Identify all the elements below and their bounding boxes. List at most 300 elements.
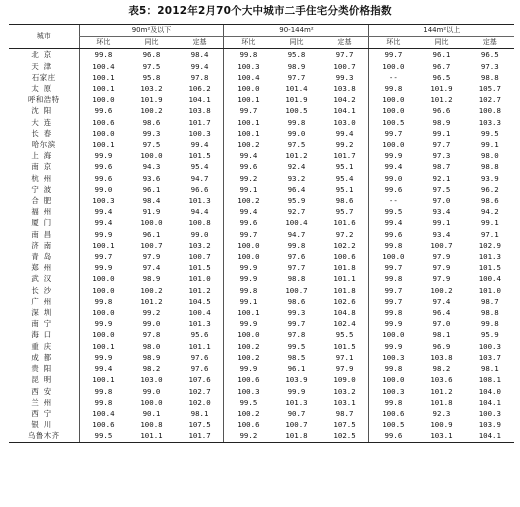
index-value: 100.3 xyxy=(224,61,272,72)
index-value: 95.9 xyxy=(287,196,306,206)
index-value: 100.0 xyxy=(79,307,127,318)
index-value: 101.9 xyxy=(285,95,308,105)
index-value: 99.9 xyxy=(369,150,417,161)
table-row xyxy=(9,184,514,195)
index-value: 98.6 xyxy=(480,196,499,206)
index-value: 97.6 xyxy=(190,352,209,362)
sub-header: 同比 xyxy=(417,37,465,49)
index-value: 98.0 xyxy=(480,151,499,161)
city-name: 西安 xyxy=(31,386,57,396)
index-value: 97.5 xyxy=(432,184,451,194)
index-value: 100.2 xyxy=(224,139,272,150)
index-value: 99.2 xyxy=(224,430,272,442)
table-row xyxy=(9,296,514,307)
index-value: 101.5 xyxy=(333,341,356,351)
table-row xyxy=(9,128,514,139)
index-value: 100.3 xyxy=(79,195,127,206)
index-value: 96.6 xyxy=(432,106,451,116)
index-value: 100.1 xyxy=(79,374,127,385)
index-value: 100.0 xyxy=(369,105,417,116)
index-value: 96.2 xyxy=(480,184,499,194)
index-value: 103.8 xyxy=(188,106,211,116)
index-value: 101.3 xyxy=(188,319,211,329)
index-value: 101.3 xyxy=(188,196,211,206)
index-value: 96.8 xyxy=(142,50,161,60)
index-value: 98.9 xyxy=(142,352,161,362)
index-value: 99.1 xyxy=(480,218,499,228)
index-value: 100.0 xyxy=(369,94,417,105)
index-value: 96.6 xyxy=(190,184,209,194)
city-name: 郑州 xyxy=(31,263,57,273)
index-value: 99.4 xyxy=(79,217,127,228)
table-row xyxy=(9,430,514,442)
index-value: 99.1 xyxy=(432,218,451,228)
index-value: 100.0 xyxy=(369,329,417,340)
index-value: 100.1 xyxy=(224,94,272,105)
index-value: 99.6 xyxy=(79,105,127,116)
city-name: 乌鲁木齐 xyxy=(9,430,79,442)
city-name: 长春 xyxy=(31,128,57,138)
table-row xyxy=(9,150,514,161)
city-name: 上海 xyxy=(31,151,57,161)
index-value: 99.8 xyxy=(79,397,127,408)
city-name: 杭州 xyxy=(31,173,57,183)
index-value: 104.1 xyxy=(478,397,501,407)
index-value: 103.7 xyxy=(478,352,501,362)
city-name: 太原 xyxy=(31,84,57,94)
index-value: 100.5 xyxy=(285,106,308,116)
index-value: 100.4 xyxy=(478,274,501,284)
index-value: 99.9 xyxy=(79,262,127,273)
index-value: 100.1 xyxy=(224,128,272,139)
city-column-header: 城市 xyxy=(9,25,79,49)
index-value: 100.6 xyxy=(79,419,127,430)
sub-header: 定基 xyxy=(321,37,369,49)
index-value: 94.4 xyxy=(190,207,209,217)
index-value: 97.5 xyxy=(287,140,306,150)
index-value: 100.0 xyxy=(369,374,417,385)
index-value: 109.0 xyxy=(333,375,356,385)
index-value: 99.4 xyxy=(369,161,417,172)
city-name: 天津 xyxy=(31,61,57,71)
index-value: 99.9 xyxy=(79,318,127,329)
sub-header: 环比 xyxy=(369,37,417,49)
index-value: 100.3 xyxy=(224,386,272,397)
index-value: 100.6 xyxy=(79,117,127,128)
city-name: 厦门 xyxy=(31,218,57,228)
index-value: 96.1 xyxy=(142,184,161,194)
city-name: 合肥 xyxy=(31,196,57,206)
index-value: 101.1 xyxy=(188,341,211,351)
index-value: 97.8 xyxy=(190,72,209,82)
index-value: 101.2 xyxy=(188,285,211,295)
index-value: 99.3 xyxy=(287,308,306,318)
index-value: 94.7 xyxy=(190,173,209,183)
index-value: 102.7 xyxy=(188,386,211,396)
index-value: 102.4 xyxy=(333,319,356,329)
city-name: 大连 xyxy=(31,117,57,127)
index-value: 100.3 xyxy=(369,352,417,363)
index-value: 99.6 xyxy=(369,184,417,195)
index-value: 97.8 xyxy=(142,330,161,340)
table-row xyxy=(9,217,514,228)
table-row xyxy=(9,72,514,83)
index-value: 100.0 xyxy=(140,397,163,407)
header-row-sub xyxy=(9,37,514,49)
index-value: 104.2 xyxy=(333,95,356,105)
city-name: 青岛 xyxy=(31,252,57,262)
index-value: 99.6 xyxy=(369,229,417,240)
index-value: 101.9 xyxy=(430,84,453,94)
index-value: 101.3 xyxy=(285,397,308,407)
index-value: 95.1 xyxy=(335,184,354,194)
index-value: 99.9 xyxy=(369,341,417,352)
index-value: 99.0 xyxy=(79,184,127,195)
index-value: 99.9 xyxy=(79,150,127,161)
index-value: 103.2 xyxy=(140,84,163,94)
index-value: 100.4 xyxy=(188,308,211,318)
table-row xyxy=(9,374,514,385)
city-name: 南宁 xyxy=(31,319,57,329)
index-value: 100.2 xyxy=(224,408,272,419)
index-value: 103.6 xyxy=(430,375,453,385)
city-name: 兰州 xyxy=(31,397,57,407)
index-value: 99.8 xyxy=(369,273,417,284)
index-value: 100.0 xyxy=(224,83,272,94)
index-value: 99.8 xyxy=(287,240,306,250)
index-value: 99.6 xyxy=(79,161,127,172)
table-row xyxy=(9,419,514,430)
index-value: 100.2 xyxy=(224,341,272,352)
index-value: 99.8 xyxy=(79,296,127,307)
table-row xyxy=(9,273,514,284)
index-value: 100.1 xyxy=(224,117,272,128)
index-value: 99.8 xyxy=(79,386,127,397)
index-value: 99.7 xyxy=(369,285,417,296)
table-row xyxy=(9,173,514,184)
index-value: 101.2 xyxy=(140,296,163,306)
index-value: 95.8 xyxy=(142,72,161,82)
index-value: 98.8 xyxy=(480,72,499,82)
index-value: 99.7 xyxy=(79,251,127,262)
index-value: 98.1 xyxy=(480,364,499,374)
table-row xyxy=(9,161,514,172)
index-value: 102.0 xyxy=(188,397,211,407)
index-value: 97.3 xyxy=(480,61,499,71)
index-value: 101.7 xyxy=(333,151,356,161)
index-value: 97.9 xyxy=(335,364,354,374)
index-value: 99.4 xyxy=(224,206,272,217)
index-value: 96.5 xyxy=(480,50,499,60)
index-value: 101.5 xyxy=(478,263,501,273)
index-value: 100.7 xyxy=(140,240,163,250)
index-value: 103.8 xyxy=(430,352,453,362)
index-value: 100.8 xyxy=(140,420,163,430)
table-row xyxy=(9,386,514,397)
index-value: 100.2 xyxy=(140,285,163,295)
table-row xyxy=(9,251,514,262)
index-value: 99.7 xyxy=(369,262,417,273)
index-value: 100.7 xyxy=(430,240,453,250)
index-value: 99.4 xyxy=(190,140,209,150)
index-value: 99.9 xyxy=(224,318,272,329)
index-value: 93.4 xyxy=(432,229,451,239)
table-row xyxy=(9,117,514,128)
index-value: 99.0 xyxy=(287,128,306,138)
index-value: 100.1 xyxy=(79,72,127,83)
city-name: 南京 xyxy=(31,162,57,172)
index-value: 100.0 xyxy=(79,285,127,296)
city-name: 福州 xyxy=(31,207,57,217)
index-value: 101.7 xyxy=(188,117,211,127)
index-value: 93.2 xyxy=(287,173,306,183)
table-body xyxy=(9,49,514,442)
index-value: 97.7 xyxy=(287,72,306,82)
index-value: 96.4 xyxy=(432,308,451,318)
index-value: 99.5 xyxy=(79,430,127,442)
city-name: 贵阳 xyxy=(31,364,57,374)
index-value: 95.4 xyxy=(190,162,209,172)
index-value: 95.7 xyxy=(335,207,354,217)
city-name: 银川 xyxy=(31,420,57,430)
sub-header: 定基 xyxy=(176,37,224,49)
index-value: 96.5 xyxy=(432,72,451,82)
index-value: 100.4 xyxy=(79,408,127,419)
index-value: 98.7 xyxy=(335,408,354,418)
index-value: 100.2 xyxy=(224,352,272,363)
index-value: 98.9 xyxy=(432,117,451,127)
index-value: 103.1 xyxy=(417,430,465,442)
index-value: 96.4 xyxy=(287,184,306,194)
index-value: 99.6 xyxy=(224,217,272,228)
city-name: 成都 xyxy=(31,352,57,362)
index-value: 100.0 xyxy=(79,94,127,105)
index-value: 99.8 xyxy=(224,285,272,296)
index-value: 101.9 xyxy=(140,95,163,105)
index-value: 98.8 xyxy=(480,308,499,318)
table-row xyxy=(9,105,514,116)
index-value: 99.4 xyxy=(79,206,127,217)
table-row xyxy=(9,195,514,206)
index-value: 100.0 xyxy=(369,61,417,72)
index-value: 100.7 xyxy=(285,420,308,430)
index-value: 101.4 xyxy=(285,84,308,94)
city-name: 深圳 xyxy=(31,308,57,318)
index-value: 99.5 xyxy=(287,341,306,351)
index-value: 97.0 xyxy=(432,196,451,206)
index-value: 99.8 xyxy=(224,49,272,61)
index-value: 92.1 xyxy=(432,173,451,183)
index-value: 98.4 xyxy=(142,196,161,206)
index-value: 99.9 xyxy=(287,386,306,396)
index-value: 100.7 xyxy=(333,61,356,71)
index-value: 99.0 xyxy=(369,173,417,184)
index-value: 94.2 xyxy=(480,207,499,217)
index-value: 93.6 xyxy=(142,173,161,183)
index-value: 97.4 xyxy=(142,263,161,273)
index-value: 104.1 xyxy=(466,430,514,442)
index-value: 98.7 xyxy=(432,162,451,172)
index-value: 99.0 xyxy=(142,319,161,329)
index-value: 100.8 xyxy=(478,106,501,116)
header-row-groups xyxy=(9,25,514,37)
index-value: 99.5 xyxy=(224,397,272,408)
sub-header: 同比 xyxy=(272,37,320,49)
index-value: 99.9 xyxy=(224,262,272,273)
index-value: 99.8 xyxy=(369,363,417,374)
index-value: 97.9 xyxy=(432,274,451,284)
city-name: 重庆 xyxy=(31,341,57,351)
index-value: 92.7 xyxy=(287,207,306,217)
index-value: 99.4 xyxy=(224,150,272,161)
index-value: 100.1 xyxy=(79,139,127,150)
index-value: 95.1 xyxy=(335,162,354,172)
index-value: 100.3 xyxy=(478,341,501,351)
index-value: 99.1 xyxy=(224,296,272,307)
index-value: 98.2 xyxy=(142,364,161,374)
index-value: 94.7 xyxy=(287,229,306,239)
table-row xyxy=(9,229,514,240)
document-title: 表5：2012年2月70个大中城市二手住宅分类价格指数 xyxy=(128,5,392,17)
index-value: 99.6 xyxy=(224,161,272,172)
index-value: 94.3 xyxy=(142,162,161,172)
table-row xyxy=(9,307,514,318)
city-name: 济南 xyxy=(31,240,57,250)
city-name: 北京 xyxy=(31,50,57,60)
index-value: 97.9 xyxy=(142,252,161,262)
index-value: 97.1 xyxy=(335,352,354,362)
index-value: 95.5 xyxy=(335,330,354,340)
index-value: 100.0 xyxy=(79,128,127,139)
index-value: 101.2 xyxy=(430,386,453,396)
index-value: 97.7 xyxy=(335,50,354,60)
index-value: 99.7 xyxy=(224,229,272,240)
index-value: 99.6 xyxy=(369,430,417,442)
city-name: 呼和浩特 xyxy=(27,95,60,105)
index-value: 101.5 xyxy=(188,151,211,161)
index-value: 98.4 xyxy=(190,50,209,60)
index-value: 99.8 xyxy=(369,397,417,408)
table-row xyxy=(9,352,514,363)
index-value: 99.7 xyxy=(369,49,417,61)
group-header-small: 90m²及以下 xyxy=(79,25,224,37)
index-value: 100.0 xyxy=(224,240,272,251)
index-value: 102.7 xyxy=(478,95,501,105)
table-row xyxy=(9,49,514,61)
index-value: 90.7 xyxy=(287,408,306,418)
sub-header: 同比 xyxy=(127,37,175,49)
index-value: 108.1 xyxy=(478,375,501,385)
sub-header: 环比 xyxy=(224,37,272,49)
index-value: 100.3 xyxy=(369,386,417,397)
table-row xyxy=(9,240,514,251)
city-name: 南昌 xyxy=(31,229,57,239)
index-value: 100.2 xyxy=(430,285,453,295)
index-value: 98.9 xyxy=(287,61,306,71)
index-value: -- xyxy=(369,72,417,83)
index-value: 101.3 xyxy=(478,252,501,262)
index-value: 97.8 xyxy=(287,330,306,340)
index-value: 99.4 xyxy=(369,217,417,228)
index-value: 103.8 xyxy=(333,84,356,94)
index-value: 99.1 xyxy=(224,184,272,195)
index-value: 98.8 xyxy=(480,162,499,172)
index-value: 102.9 xyxy=(478,240,501,250)
index-value: 97.3 xyxy=(432,151,451,161)
index-value: 103.2 xyxy=(333,386,356,396)
index-value: 95.6 xyxy=(190,330,209,340)
index-value: 100.1 xyxy=(79,83,127,94)
index-value: 101.0 xyxy=(478,285,501,295)
index-value: 99.7 xyxy=(224,105,272,116)
sub-header: 环比 xyxy=(79,37,127,49)
index-value: 103.9 xyxy=(478,420,501,430)
index-value: 101.5 xyxy=(188,263,211,273)
index-value: 107.5 xyxy=(188,420,211,430)
city-name: 宁波 xyxy=(31,184,57,194)
table-row xyxy=(9,262,514,273)
group-header-medium: 90-144m² xyxy=(224,25,369,37)
index-value: 99.8 xyxy=(287,117,306,127)
index-value: 96.9 xyxy=(432,341,451,351)
index-value: 100.0 xyxy=(140,151,163,161)
index-value: 100.3 xyxy=(478,408,501,418)
index-value: 101.8 xyxy=(430,397,453,407)
index-value: 99.3 xyxy=(142,128,161,138)
index-value: 95.8 xyxy=(287,50,306,60)
table-row xyxy=(9,329,514,340)
city-name: 武汉 xyxy=(31,274,57,284)
index-value: 100.3 xyxy=(188,128,211,138)
index-value: 97.6 xyxy=(287,252,306,262)
table-row xyxy=(9,397,514,408)
index-value: 100.6 xyxy=(224,374,272,385)
index-value: 98.1 xyxy=(190,408,209,418)
index-value: 100.0 xyxy=(224,251,272,262)
index-value: 98.6 xyxy=(142,117,161,127)
index-value: 99.8 xyxy=(369,83,417,94)
index-value: 103.0 xyxy=(333,117,356,127)
index-value: 99.2 xyxy=(335,140,354,150)
index-value: 99.8 xyxy=(480,319,499,329)
index-value: 100.8 xyxy=(188,218,211,228)
index-value: 100.0 xyxy=(369,139,417,150)
index-value: 99.2 xyxy=(142,308,161,318)
index-value: 98.7 xyxy=(480,296,499,306)
city-name: 长沙 xyxy=(31,285,57,295)
index-value: 98.0 xyxy=(142,341,161,351)
index-value: 103.9 xyxy=(285,375,308,385)
index-value: 99.4 xyxy=(190,61,209,71)
index-value: 101.1 xyxy=(333,274,356,284)
index-value: 100.0 xyxy=(369,251,417,262)
index-value: 100.5 xyxy=(369,117,417,128)
index-value: 90.1 xyxy=(142,408,161,418)
index-value: 100.7 xyxy=(285,285,308,295)
table-row xyxy=(9,61,514,72)
index-value: 100.5 xyxy=(369,419,417,430)
index-value: 101.2 xyxy=(285,151,308,161)
table-row xyxy=(9,341,514,352)
index-value: 101.8 xyxy=(272,430,320,442)
index-value: 100.0 xyxy=(140,218,163,228)
index-value: 99.9 xyxy=(79,352,127,363)
index-value: 99.7 xyxy=(287,319,306,329)
index-value: 101.8 xyxy=(333,285,356,295)
index-value: 97.7 xyxy=(287,263,306,273)
index-value: 105.7 xyxy=(478,84,501,94)
table-row xyxy=(9,83,514,94)
